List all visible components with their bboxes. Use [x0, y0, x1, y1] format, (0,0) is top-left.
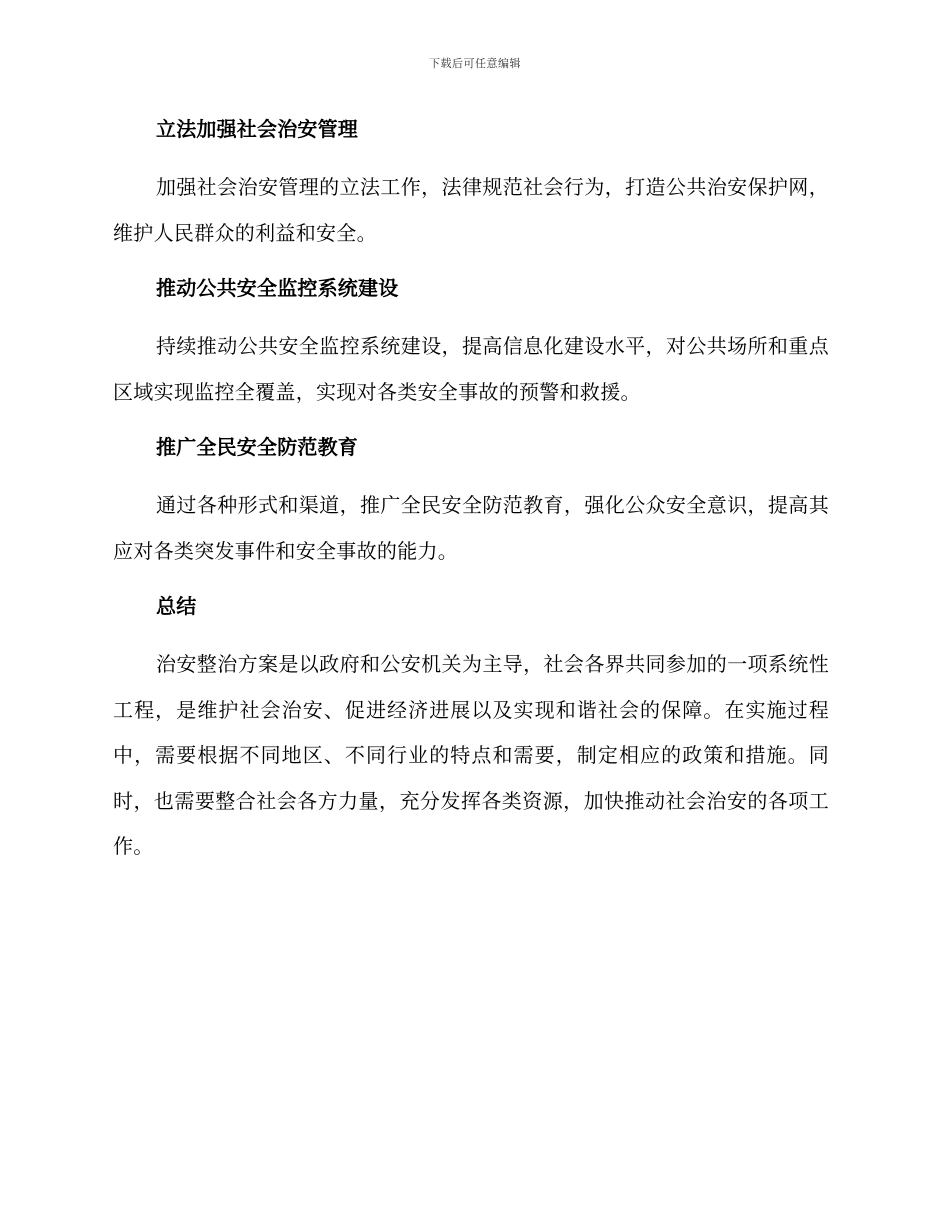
section-heading: 总结 — [156, 594, 197, 618]
section-paragraph: 通过各种形式和渠道，推广全民安全防范教育，强化公众安全意识，提高其应对各类突发事件和安全事故的能力。 — [113, 493, 829, 563]
section-heading: 推动公共安全监控系统建设 — [156, 276, 399, 300]
section-paragraph: 加强社会治安管理的立法工作，法律规范社会行为，打造公共治安保护网，维护人民群众的利益和安全。 — [113, 175, 829, 245]
document-content — [113, 112, 829, 870]
header-note: 下载后可任意编辑 — [429, 57, 521, 70]
section-heading: 推广全民安全防范教育 — [156, 435, 358, 459]
section-heading: 立法加强社会治安管理 — [156, 117, 358, 141]
section-paragraph: 治安整治方案是以政府和公安机关为主导，社会各界共同参加的一项系统性工程，是维护社会治安、促进经济进展以及实现和谐社会的保障。在实施过程中，需要根据不同地区、不同行业的特点和需要，制定相应的政策和措施。同时，也需要整合社会各方力量，充分发挥各类资源，加快推动社会治安的各项工作。 — [113, 652, 829, 858]
section-paragraph: 持续推动公共安全监控系统建设，提高信息化建设水平，对公共场所和重点区域实现监控全覆盖，实现对各类安全事故的预警和救援。 — [113, 334, 829, 404]
